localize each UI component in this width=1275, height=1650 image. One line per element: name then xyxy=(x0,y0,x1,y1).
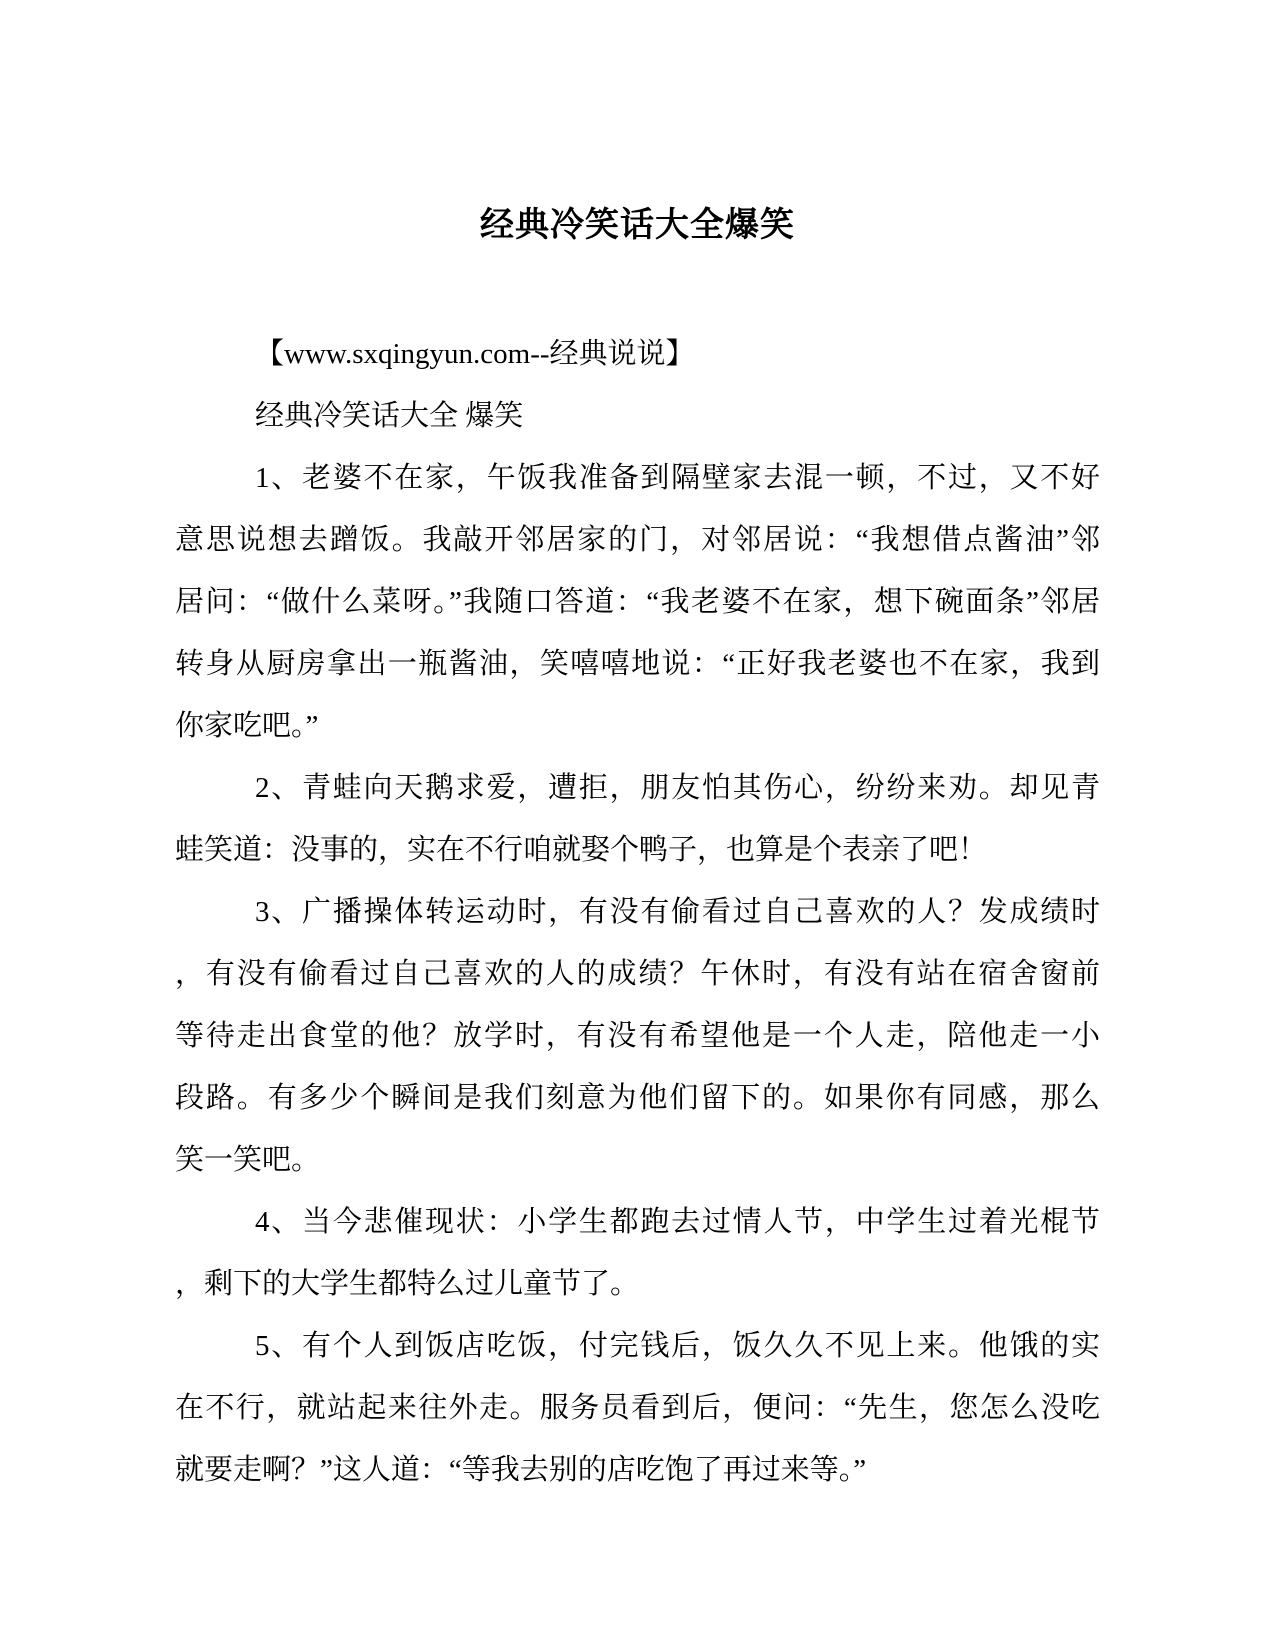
text-line: 5、有个人到饭店吃饭，付完钱后，饭久久不见上来。他饿的实 xyxy=(255,1330,1100,1362)
page-title: 经典冷笑话大全爆笑 xyxy=(480,206,795,244)
text-line: 经典冷笑话大全 爆笑 xyxy=(255,400,524,432)
text-line: 蛙笑道：没事的，实在不行咱就娶个鸭子，也算是个表亲了吧！ xyxy=(175,834,988,866)
text-line: 你家吃吧。” xyxy=(175,710,319,742)
text-line: 就要走啊？”这人道：“等我去别的店吃饱了再过来等。” xyxy=(175,1454,867,1486)
document-body xyxy=(175,323,1100,1501)
text-line: 段路。有多少个瞬间是我们刻意为他们留下的。如果你有同感，那么 xyxy=(175,1082,1100,1114)
text-line: 转身从厨房拿出一瓶酱油，笑嘻嘻地说：“正好我老婆也不在家，我到 xyxy=(175,648,1100,680)
text-line: 等待走出食堂的他？放学时，有没有希望他是一个人走，陪他走一小 xyxy=(175,1020,1100,1052)
text-line: 在不行，就站起来往外走。服务员看到后，便问：“先生，您怎么没吃 xyxy=(175,1392,1100,1424)
text-line: 居问：“做什么菜呀。”我随口答道：“我老婆不在家，想下碗面条”邻居 xyxy=(175,586,1100,618)
text-line: ，有没有偷看过自己喜欢的人的成绩？午休时，有没有站在宿舍窗前 xyxy=(175,958,1100,990)
text-line: 【www.sxqingyun.com--经典说说】 xyxy=(255,338,695,370)
text-line: 意思说想去蹭饭。我敲开邻居家的门，对邻居说：“我想借点酱油”邻 xyxy=(175,524,1100,556)
text-line: 2、青蛙向天鹅求爱，遭拒，朋友怕其伤心，纷纷来劝。却见青 xyxy=(255,772,1100,804)
text-line: ，剩下的大学生都特么过儿童节了。 xyxy=(175,1268,640,1300)
text-line: 1、老婆不在家，午饭我准备到隔壁家去混一顿，不过，又不好 xyxy=(255,462,1100,494)
text-line: 笑一笑吧。 xyxy=(175,1144,321,1176)
text-line: 4、当今悲催现状：小学生都跑去过情人节，中学生过着光棍节 xyxy=(255,1206,1100,1238)
text-line: 3、广播操体转运动时，有没有偷看过自己喜欢的人？发成绩时 xyxy=(255,896,1100,928)
